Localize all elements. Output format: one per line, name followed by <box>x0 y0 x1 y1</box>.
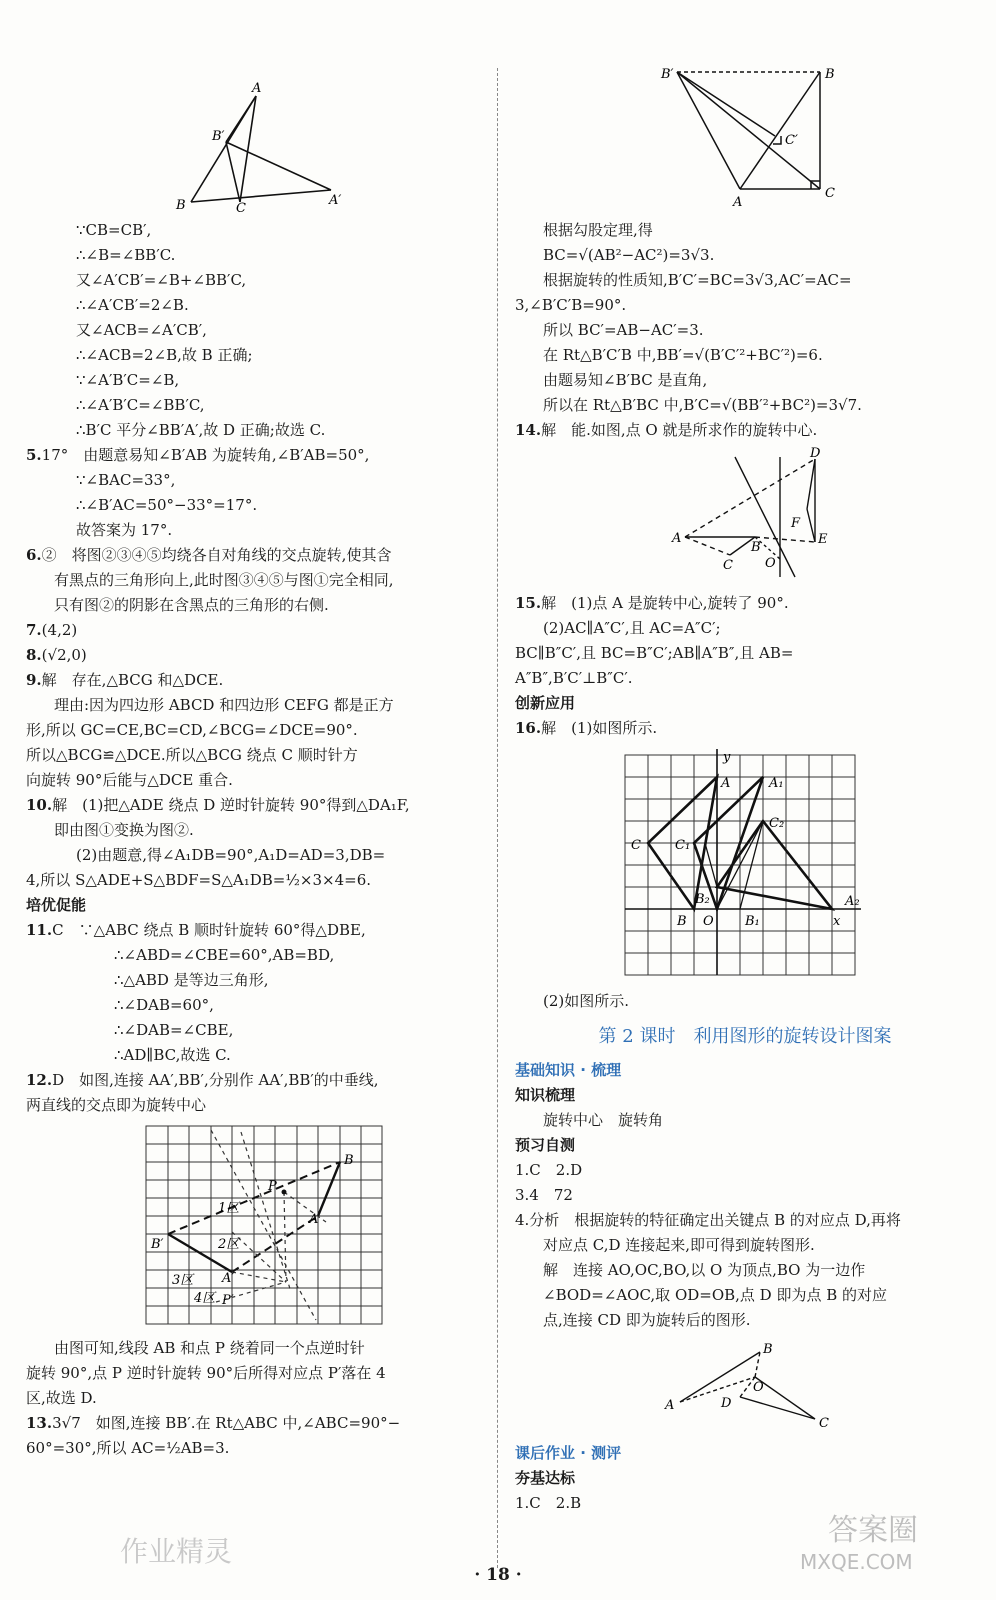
fig4-label-o: O <box>765 556 776 571</box>
section-basic-knowledge: 基础知识 · 梳理 <box>515 1061 622 1079</box>
preview-q4-solution: 解 连接 AO,OC,BO,以 O 为顶点,BO 为一边作 <box>543 1261 866 1279</box>
q7-answer: (4,2) <box>41 621 78 639</box>
q13-line: 60°=30°,所以 AC=½AB=3. <box>26 1439 230 1457</box>
fig1-label-c: C <box>236 201 246 214</box>
section-basic-standards: 夯基达标 <box>515 1469 576 1487</box>
q16-part2: (2)如图所示. <box>543 992 630 1010</box>
q4-solution <box>26 218 481 443</box>
q12-after-line: 旋转 90°,点 P 逆时针旋转 90°后所得对应点 P′落在 4 <box>26 1364 386 1382</box>
q12-after-line: 区,故选 D. <box>26 1389 97 1407</box>
q11-head-text: C ∵△ABC 绕点 B 顺时针旋转 60°得△DBE, <box>52 921 366 939</box>
q7 <box>26 618 481 643</box>
fig2-label-zone4: 4区 <box>194 1291 216 1306</box>
q6-text: ② 将图②③④⑤均绕各自对角线的交点旋转,使其含 <box>41 546 392 564</box>
r-line: 3,∠B′C′B=90°. <box>515 296 627 314</box>
fig1-label-aprime: A′ <box>329 193 342 208</box>
fig2-label-zone2: 2区 <box>218 1237 240 1252</box>
q10-number: 10. <box>26 796 53 814</box>
fig5-label-b: B <box>677 914 687 929</box>
fig1-label-b: B <box>176 198 186 213</box>
q11-line: ∴△ABD 是等边三角形, <box>114 971 269 989</box>
preview-q4-line: 对应点 C,D 连接起来,即可得到旋转图形. <box>543 1236 815 1254</box>
q8-answer: (√2,0) <box>41 646 87 664</box>
fig6-label-c: C <box>819 1416 829 1431</box>
q4-line: ∴∠A′CB′=2∠B. <box>76 296 189 314</box>
fig4-label-b: B <box>751 540 761 555</box>
watermark-zuoye: 作业精灵 <box>120 1535 233 1568</box>
fig6-label-d: D <box>721 1396 732 1411</box>
q11-line: ∴AD∥BC,故选 C. <box>114 1046 231 1064</box>
q5-head <box>26 443 481 468</box>
q15-head <box>515 591 975 616</box>
r-line: 在 Rt△B′C′B 中,BB′=√(B′C′²+BC′²)=6. <box>543 346 823 364</box>
fig4-label-e: E <box>818 532 828 547</box>
watermark-daanquan: 答案圈 <box>828 1513 918 1548</box>
fig2-label-a: A <box>309 1212 319 1227</box>
left-column <box>26 60 481 1461</box>
q7-number: 7. <box>26 621 42 639</box>
q6-line: 有黑点的三角形向上,此时图③④⑤与图①完全相同, <box>54 571 394 589</box>
q13-head-text: 3√7 如图,连接 BB′.在 Rt△ABC 中,∠ABC=90°− <box>52 1414 401 1432</box>
figure-grid-rotation-center <box>26 1122 481 1332</box>
q14-head-text: 解 能.如图,点 O 就是所求作的旋转中心. <box>541 421 818 439</box>
homework-answers: 1.C 2.B <box>515 1494 582 1512</box>
q15-number: 15. <box>515 594 542 612</box>
fig3-label-c: C <box>825 186 835 201</box>
figure-rotation-right-triangle <box>515 64 975 214</box>
fig2-label-aprime: A′ <box>222 1271 235 1286</box>
fig2-label-p: P <box>268 1179 277 1194</box>
q4-line: ∴B′C 平分∠BB′A′,故 D 正确;故选 C. <box>76 421 326 439</box>
fig3-label-cprime: C′ <box>785 133 798 148</box>
fig4-label-d: D <box>810 447 821 461</box>
fig1-label-a: A <box>252 81 262 96</box>
fig6-label-b: B <box>763 1342 773 1357</box>
r-line: 由题易知∠B′BC 是直角, <box>543 371 708 389</box>
q15-head-text: 解 (1)点 A 是旋转中心,旋转了 90°. <box>541 594 789 612</box>
q9-line: 所以△BCG≌△DCE.所以△BCG 绕点 C 顺时针方 <box>26 746 358 764</box>
section-heading-chuangxin: 创新应用 <box>515 694 576 712</box>
preview-answers-1: 1.C 2.D <box>515 1161 583 1179</box>
q11-head <box>26 918 481 943</box>
q8-number: 8. <box>26 646 42 664</box>
r-line: 所以在 Rt△B′BC 中,B′C=√(BB′²+BC²)=3√7. <box>543 396 862 414</box>
r-line: BC=√(AB²−AC²)=3√3. <box>543 246 715 264</box>
fig5-label-c: C <box>631 838 641 853</box>
fig1-label-bprime: B′ <box>212 129 225 144</box>
q5-line: 故答案为 17°. <box>76 521 173 539</box>
fig6-label-o: O <box>753 1380 764 1395</box>
fig4-label-c: C <box>723 558 733 573</box>
fig5-label-o: O <box>703 914 714 929</box>
q16-head-text: 解 (1)如图所示. <box>541 719 658 737</box>
q9-line: 向旋转 90°后能与△DCE 重合. <box>26 771 233 789</box>
q5-line: ∵∠BAC=33°, <box>76 471 176 489</box>
fig3-label-a: A <box>733 195 743 210</box>
fig2-label-bprime: B′ <box>151 1237 164 1252</box>
figure-rotation-center-construction <box>515 447 975 587</box>
fig2-label-zone3: 3区 <box>172 1273 194 1288</box>
q12-number: 12. <box>26 1071 53 1089</box>
fig5-label-a1: A₁ <box>769 776 784 791</box>
answer-knowledge: 旋转中心 旋转角 <box>543 1111 664 1129</box>
q9-head-text: 解 存在,△BCG 和△DCE. <box>41 671 224 689</box>
q12-head <box>26 1068 481 1093</box>
section-homework: 课后作业 · 测评 <box>515 1444 622 1462</box>
q9-line: 形,所以 GC=CE,BC=CD,∠BCG=∠DCE=90°. <box>26 721 358 739</box>
fig3-label-bprime: B′ <box>661 67 674 82</box>
fig2-label-zone1: 1区 <box>218 1201 240 1216</box>
q4-line: ∵∠A′B′C=∠B, <box>76 371 180 389</box>
q6-line: 只有图②的阴影在含黑点的三角形的右侧. <box>54 596 329 614</box>
fig5-label-c1: C₁ <box>675 838 691 853</box>
q4-line: ∴∠A′B′C=∠BB′C, <box>76 396 205 414</box>
fig5-label-a: A <box>721 776 731 791</box>
q16-number: 16. <box>515 719 542 737</box>
q4-line: ∴∠B=∠BB′C. <box>76 246 176 264</box>
q10-line: (2)由题意,得∠A₁DB=90°,A₁D=AD=3,DB= <box>76 846 386 864</box>
q11-number: 11. <box>26 921 53 939</box>
preview-q4-solution: 点,连接 CD 即为旋转后的图形. <box>543 1311 751 1329</box>
q10-line: 4,所以 S△ADE+S△BDF=S△A₁DB=½×3×4=6. <box>26 871 372 889</box>
fig5-label-y: y <box>723 750 731 765</box>
r-line: 根据旋转的性质知,B′C′=BC=3√3,AC′=AC= <box>543 271 852 289</box>
q11-line: ∴∠ABD=∠CBE=60°,AB=BD, <box>114 946 335 964</box>
fig3-label-b: B <box>825 67 835 82</box>
q15-line: A″B″,B′C′⊥B″C′. <box>515 669 633 687</box>
r-line: 根据勾股定理,得 <box>543 221 653 239</box>
figure-rotation-construction-small <box>515 1337 975 1437</box>
section-knowledge-review: 知识梳理 <box>515 1086 576 1104</box>
q6-number: 6. <box>26 546 42 564</box>
fig2-label-b: B <box>344 1153 354 1168</box>
q4-line: 又∠ACB=∠A′CB′, <box>76 321 207 339</box>
preview-answers-2: 3.4 72 <box>515 1186 573 1204</box>
q6-line-1 <box>26 543 481 568</box>
q8 <box>26 643 481 668</box>
preview-q4-solution: ∠BOD=∠AOC,取 OD=OB,点 D 即为点 B 的对应 <box>543 1286 888 1304</box>
q4-line: ∴∠ACB=2∠B,故 B 正确; <box>76 346 253 364</box>
q14-head <box>515 418 975 443</box>
q10-line: 即由图①变换为图②. <box>54 821 194 839</box>
watermark-mxqe: MXQE.COM <box>800 1550 913 1574</box>
right-column <box>515 60 975 1516</box>
q9-number: 9. <box>26 671 42 689</box>
q4-line: ∵CB=CB′, <box>76 221 152 239</box>
q11-line: ∴∠DAB=∠CBE, <box>114 1021 234 1039</box>
fig5-label-a2: A₂ <box>845 894 860 909</box>
q5-head-text: 17° 由题意易知∠B′AB 为旋转角,∠B′AB=50°, <box>41 446 370 464</box>
q15-line: (2)AC∥A″C′,且 AC=A″C′; <box>543 619 721 637</box>
section-preview-test: 预习自测 <box>515 1136 576 1154</box>
q4-line: 又∠A′CB′=∠B+∠BB′C, <box>76 271 247 289</box>
column-divider <box>497 68 498 1568</box>
lesson-title: 第 2 课时 利用图形的旋转设计图案 <box>598 1026 892 1047</box>
q16-head <box>515 716 975 741</box>
fig4-label-a: A <box>672 531 682 546</box>
figure-grid-coordinate <box>515 745 975 985</box>
q10-head-text: 解 (1)把△ADE 绕点 D 逆时针旋转 90°得到△DA₁F, <box>52 796 410 814</box>
q9-head <box>26 668 481 693</box>
q13-number: 13. <box>26 1414 53 1432</box>
fig2-label-pprime: P′ <box>222 1293 234 1308</box>
q11-line: ∴∠DAB=60°, <box>114 996 214 1014</box>
q12-line: 两直线的交点即为旋转中心 <box>26 1096 207 1114</box>
q14-number: 14. <box>515 421 542 439</box>
r-line: 所以 BC′=AB−AC′=3. <box>543 321 704 339</box>
q5-line: ∴∠B′AC=50°−33°=17°. <box>76 496 258 514</box>
figure-triangle-rotation <box>26 64 481 214</box>
fig5-label-x: x <box>833 914 841 929</box>
fig5-label-b1: B₁ <box>745 914 760 929</box>
fig5-label-c2: C₂ <box>769 816 785 831</box>
q13-head <box>26 1411 481 1436</box>
q9-line: 理由:因为四边形 ABCD 和四边形 CEFG 都是正方 <box>54 696 394 714</box>
q10-head <box>26 793 481 818</box>
q12-after-line: 由图可知,线段 AB 和点 P 绕着同一个点逆时针 <box>54 1339 365 1357</box>
section-heading-peiyou: 培优促能 <box>26 896 87 914</box>
fig4-label-f: F <box>791 516 801 531</box>
q5-number: 5. <box>26 446 42 464</box>
fig5-label-b2: B₂ <box>695 892 710 907</box>
fig6-label-a: A <box>665 1398 675 1413</box>
preview-q4-head: 4.分析 根据旋转的特征确定出关键点 B 的对应点 D,再将 <box>515 1211 901 1229</box>
q15-line: BC∥B″C′,且 BC=B″C′;AB∥A″B″,且 AB= <box>515 644 794 662</box>
page-number: · 18 · <box>474 1565 522 1585</box>
q12-head-text: D 如图,连接 AA′,BB′,分别作 AA′,BB′的中垂线, <box>52 1071 379 1089</box>
